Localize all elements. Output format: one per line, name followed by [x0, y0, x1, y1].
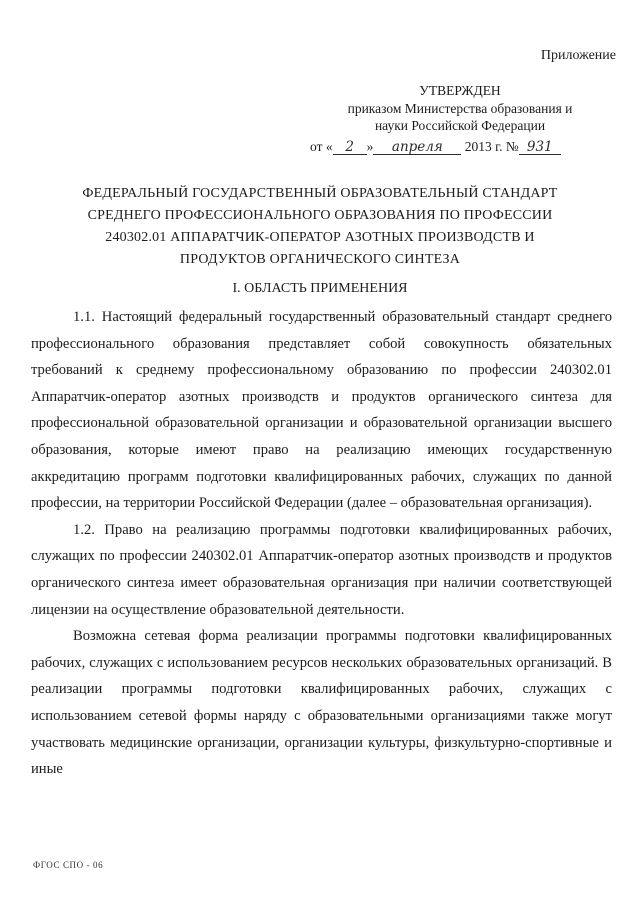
title-line-3: 240302.01 АППАРАТЧИК-ОПЕРАТОР АЗОТНЫХ ПРОИЗВОДСТВ И	[105, 230, 535, 245]
date-month-blank	[373, 138, 461, 155]
footer-standard-code: ФГОС СПО - 06	[33, 860, 104, 870]
date-prefix: от «	[310, 138, 333, 154]
paragraph-network-form: Возможна сетевая форма реализации программы подготовки квалифицированных рабочих, служащих с использованием ресурсов нескольких образовательных организаций. В реализации программы подготовки квалифицированных рабочих, служащих с использованием сетевой формы наряду с образовательными организациями также могут участвовать медицинские организации, организации культуры, физкультурно-спортивные и иные	[31, 628, 612, 778]
handwritten-month: апреля	[391, 139, 443, 155]
paragraph-1-1: 1.1. Настоящий федеральный государственный образовательный стандарт среднего профессионального образования представляет собой совокупность обязательных требований к среднему профессиональному образованию по профессии 240302.01 Аппаратчик-оператор азотных производств и продуктов органического синтеза для профессиональной образовательной организации и образовательной организации высшего образования, которые имеют право на реализацию имеющих государственную аккредитацию программ подготовки квалифицированных рабочих, служащих по данной профессии, на территории Российской Федерации (далее – образовательная организация).	[31, 309, 612, 512]
date-year-suffix: 2013 г. №	[464, 138, 519, 154]
document-title	[30, 183, 610, 271]
title-line-2: СРЕДНЕГО ПРОФЕССИОНАЛЬНОГО ОБРАЗОВАНИЯ ПО ПРОФЕССИИ	[87, 208, 553, 223]
handwritten-day: 2	[345, 139, 354, 155]
approved-label: УТВЕРЖДЕН	[419, 83, 501, 98]
date-day-blank	[333, 138, 367, 155]
body-text	[31, 304, 612, 783]
section-heading: I. ОБЛАСТЬ ПРИМЕНЕНИЯ	[232, 281, 408, 296]
appendix-label: Приложение	[540, 48, 616, 63]
approval-by-line2: науки Российской Федерации	[374, 118, 546, 133]
order-number-blank	[519, 138, 561, 155]
approval-block	[308, 82, 612, 155]
title-line-1: ФЕДЕРАЛЬНЫЙ ГОСУДАРСТВЕННЫЙ ОБРАЗОВАТЕЛЬНЫЙ СТАНДАРТ	[82, 186, 558, 201]
approval-date-line	[308, 138, 612, 156]
approval-by-line1: приказом Министерства образования и	[347, 100, 573, 116]
date-close-quote: »	[366, 138, 374, 154]
paragraph-1-2: 1.2. Право на реализацию программы подготовки квалифицированных рабочих, служащих по профессии 240302.01 Аппаратчик-оператор азотных производств и продуктов органического синтеза имеет образовательная организация при наличии соответствующей лицензии на осуществление образовательной деятельности.	[31, 521, 612, 618]
title-line-4: ПРОДУКТОВ ОРГАНИЧЕСКОГО СИНТЕЗА	[179, 252, 461, 267]
handwritten-order-number: 931	[526, 139, 553, 155]
